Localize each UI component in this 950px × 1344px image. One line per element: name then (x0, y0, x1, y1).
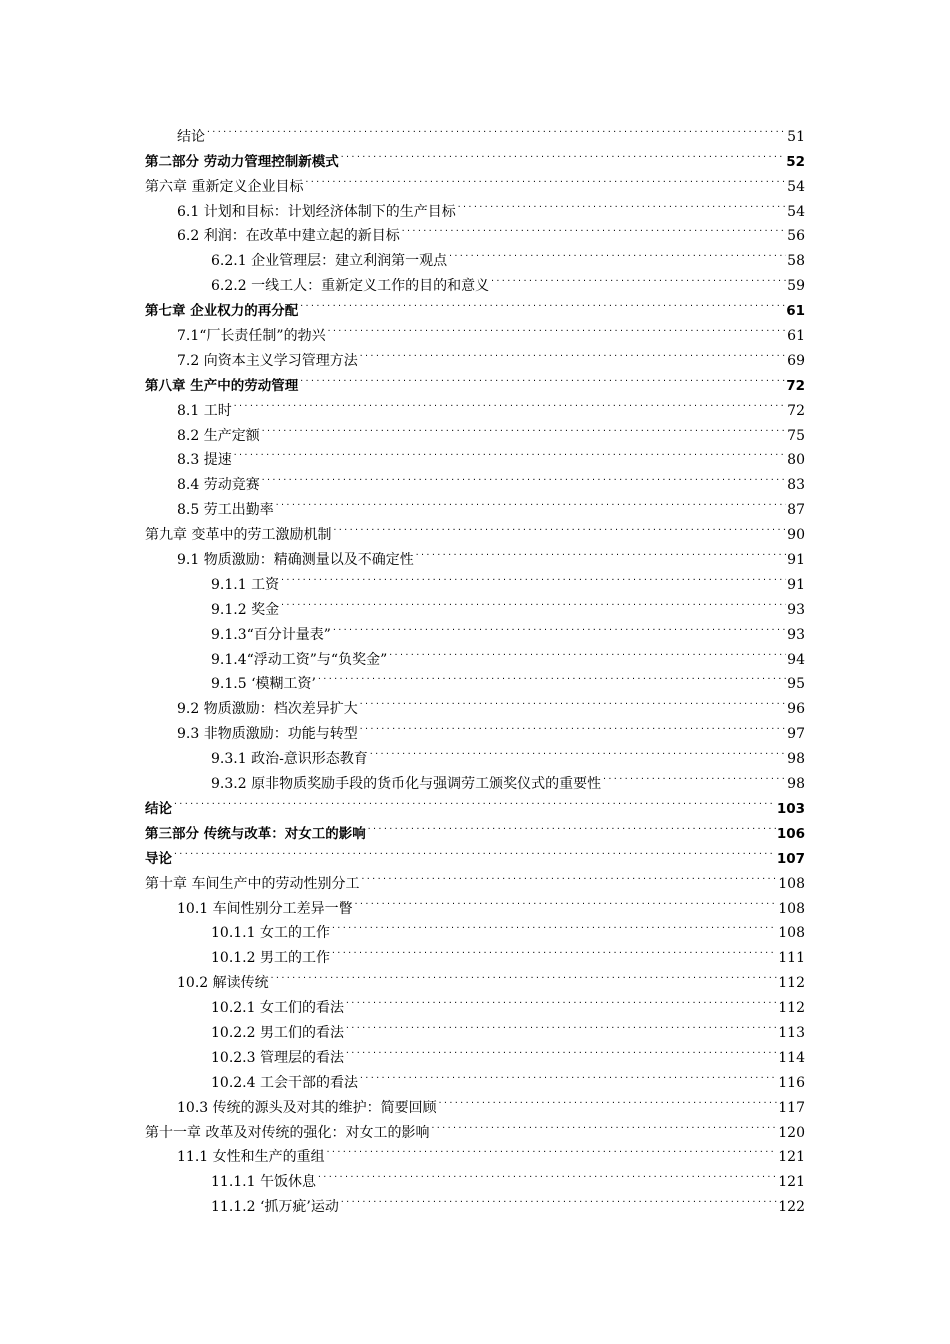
toc-entry-title: 10.2.4 工会干部的看法 (211, 1074, 358, 1091)
toc-entry[interactable] (145, 315, 805, 345)
toc-entry-title: 8.1 工时 (177, 402, 232, 419)
toc-entry[interactable] (145, 1012, 805, 1041)
toc-entry-page-number: 69 (787, 352, 805, 369)
toc-entry-page-number: 96 (787, 701, 805, 718)
toc-entry-title: 9.3.2 原非物质奖励手段的货币化与强调劳工颁奖仪式的重要性 (211, 776, 602, 793)
toc-dot-leader (345, 1037, 777, 1062)
toc-entry-title: 第七章 企业权力的再分配 (145, 303, 299, 320)
toc-entry[interactable] (145, 564, 805, 593)
toc-dot-leader (448, 240, 786, 265)
toc-dot-leader (388, 639, 786, 664)
toc-entry[interactable] (145, 514, 805, 544)
toc-dot-leader (304, 166, 786, 191)
toc-entry-page-number: 61 (786, 303, 805, 320)
toc-dot-leader (317, 1161, 777, 1186)
toc-entry[interactable] (145, 888, 805, 917)
toc-entry-title: 9.1.5 ‘模糊工资’ (211, 676, 316, 693)
toc-entry-page-number: 120 (778, 1124, 805, 1141)
toc-entry-page-number: 98 (787, 751, 805, 768)
toc-entry[interactable] (145, 713, 805, 743)
toc-entry[interactable] (145, 1112, 805, 1141)
toc-dot-leader (326, 1137, 778, 1162)
toc-entry-page-number: 95 (787, 676, 805, 693)
toc-entry-page-number: 106 (776, 825, 805, 842)
toc-entry-title: 8.5 劳工出勤率 (177, 502, 274, 519)
toc-entry-page-number: 54 (787, 203, 805, 220)
toc-dot-leader (602, 763, 786, 788)
toc-entry-page-number: 116 (778, 1074, 805, 1091)
toc-entry-title: 10.2.3 管理层的看法 (211, 1049, 344, 1066)
toc-entry[interactable] (145, 1037, 805, 1066)
toc-dot-leader (415, 539, 786, 564)
toc-entry-title: 6.2.1 企业管理层：建立利润第一观点 (211, 253, 448, 270)
toc-entry[interactable] (145, 116, 805, 145)
toc-entry-page-number: 114 (778, 1049, 805, 1066)
toc-entry-title: 9.1.2 奖金 (211, 601, 280, 618)
toc-entry[interactable] (145, 614, 805, 643)
toc-dot-leader (438, 1087, 778, 1112)
toc-dot-leader (280, 564, 786, 589)
toc-entry-title: 6.1 计划和目标：计划经济体制下的生产目标 (177, 203, 456, 220)
toc-entry[interactable] (145, 987, 805, 1017)
toc-entry-title: 第九章 变革中的劳工激励机制 (145, 527, 332, 544)
toc-entry-title: 9.1.3“百分计量表” (211, 626, 331, 643)
toc-entry-title: 10.2.2 男工们的看法 (211, 1024, 344, 1041)
toc-entry-page-number: 117 (778, 1099, 805, 1116)
toc-entry-page-number: 72 (787, 402, 805, 419)
toc-entry-title: 6.2.2 一线工人：重新定义工作的目的和意义 (211, 278, 490, 295)
toc-entry[interactable] (145, 937, 805, 967)
toc-dot-leader (275, 489, 786, 514)
toc-entry-page-number: 98 (787, 776, 805, 793)
toc-entry-page-number: 108 (778, 900, 805, 917)
toc-entry-title: 7.2 向资本主义学习管理方法 (177, 352, 358, 369)
toc-entry[interactable] (145, 390, 805, 419)
toc-dot-leader (369, 738, 786, 763)
toc-entry-title: 9.1.4“浮动工资”与“负奖金” (211, 651, 388, 668)
toc-entry-page-number: 103 (776, 800, 805, 817)
toc-entry[interactable] (145, 1087, 805, 1116)
toc-entry[interactable] (145, 639, 805, 668)
toc-entry[interactable] (145, 863, 805, 892)
toc-entry-title: 6.2 利润：在改革中建立起的新目标 (177, 228, 400, 245)
toc-dot-leader (233, 390, 786, 415)
toc-entry-page-number: 58 (787, 253, 805, 270)
toc-entry-title: 结论 (145, 800, 172, 817)
toc-entry-page-number: 91 (787, 552, 805, 569)
toc-dot-leader (270, 962, 778, 987)
toc-entry[interactable] (145, 813, 805, 842)
toc-entry[interactable] (145, 763, 805, 793)
toc-entry-page-number: 90 (787, 527, 805, 544)
toc-entry[interactable] (145, 290, 805, 320)
toc-entry-title: 11.1.1 午饭休息 (211, 1174, 316, 1191)
toc-entry[interactable] (145, 688, 805, 718)
toc-entry-page-number: 52 (786, 153, 805, 170)
toc-entry[interactable] (145, 539, 805, 569)
toc-entry-title: 9.3 非物质激励：功能与转型 (177, 726, 358, 743)
toc-entry-title: 10.2.1 女工们的看法 (211, 1000, 344, 1017)
toc-entry-page-number: 94 (787, 651, 805, 668)
toc-entry[interactable] (145, 788, 805, 817)
toc-entry-page-number: 56 (787, 228, 805, 245)
toc-dot-leader (280, 589, 786, 614)
toc-dot-leader (359, 340, 786, 365)
toc-entry-title: 第八章 生产中的劳动管理 (145, 377, 299, 394)
table-of-contents (145, 116, 805, 1216)
toc-dot-leader (490, 265, 786, 290)
toc-entry[interactable] (145, 489, 805, 519)
toc-dot-leader (327, 315, 787, 340)
toc-entry-title: 第三部分 传统与改革：对女工的影响 (145, 825, 366, 842)
toc-dot-leader (332, 514, 786, 539)
toc-entry-title: 10.1.2 男工的工作 (211, 950, 330, 967)
toc-dot-leader (233, 440, 786, 465)
toc-entry[interactable] (145, 340, 805, 369)
toc-entry-page-number: 54 (787, 178, 805, 195)
toc-entry-title: 9.1.1 工资 (211, 576, 280, 593)
toc-dot-leader (345, 987, 777, 1012)
toc-entry-page-number: 121 (778, 1174, 805, 1191)
toc-entry-title: 9.2 物质激励：档次差异扩大 (177, 701, 358, 718)
toc-entry-page-number: 113 (778, 1024, 805, 1041)
toc-entry-title: 11.1.2 ‘抓万疵’运动 (211, 1199, 339, 1216)
toc-dot-leader (359, 688, 786, 713)
toc-dot-leader (331, 937, 777, 962)
toc-entry[interactable] (145, 166, 805, 195)
toc-entry-title: 10.1 车间性别分工差异一瞥 (177, 900, 353, 917)
toc-entry-title: 8.2 生产定额 (177, 427, 260, 444)
toc-entry-page-number: 93 (787, 626, 805, 643)
toc-entry-title: 第十章 车间生产中的劳动性别分工 (145, 875, 360, 892)
toc-entry-title: 9.1 物质激励：精确测量以及不确定性 (177, 552, 414, 569)
toc-dot-leader (359, 713, 786, 738)
toc-entry-page-number: 111 (778, 950, 805, 967)
toc-dot-leader (173, 838, 776, 863)
toc-entry[interactable] (145, 1137, 805, 1166)
toc-dot-leader (332, 614, 786, 639)
toc-dot-leader (345, 1012, 777, 1037)
toc-entry[interactable] (145, 589, 805, 618)
toc-entry[interactable] (145, 838, 805, 867)
toc-dot-leader (261, 464, 786, 489)
toc-entry[interactable] (145, 962, 805, 992)
toc-entry-page-number: 72 (786, 377, 805, 394)
toc-dot-leader (261, 415, 786, 440)
toc-entry-page-number: 108 (778, 925, 805, 942)
toc-dot-leader (401, 216, 786, 241)
toc-dot-leader (354, 888, 778, 913)
toc-entry-page-number: 61 (787, 328, 805, 345)
toc-entry-title: 9.3.1 政治-意识形态教育 (211, 751, 368, 768)
toc-entry-page-number: 59 (787, 278, 805, 295)
toc-entry-page-number: 93 (787, 601, 805, 618)
toc-dot-leader (299, 365, 785, 390)
toc-entry-title: 8.4 劳动竞赛 (177, 477, 260, 494)
toc-entry-title: 7.1“厂长责任制”的勃兴 (177, 328, 326, 345)
toc-entry-page-number: 112 (778, 1000, 805, 1017)
toc-entry-title: 第二部分 劳动力管理控制新模式 (145, 153, 339, 170)
toc-entry[interactable] (145, 365, 805, 394)
toc-dot-leader (367, 813, 776, 838)
toc-dot-leader (173, 788, 776, 813)
toc-entry[interactable] (145, 913, 805, 942)
toc-entry[interactable] (145, 265, 805, 295)
toc-entry-page-number: 91 (787, 576, 805, 593)
toc-dot-leader (331, 913, 777, 938)
toc-entry[interactable] (145, 738, 805, 768)
toc-entry-title: 结论 (177, 128, 205, 145)
toc-dot-leader (360, 863, 777, 888)
toc-entry[interactable] (145, 1161, 805, 1191)
toc-dot-leader (430, 1112, 777, 1137)
toc-entry[interactable] (145, 1062, 805, 1091)
toc-dot-leader (340, 1186, 777, 1211)
toc-entry-page-number: 75 (787, 427, 805, 444)
toc-entry-page-number: 107 (776, 850, 805, 867)
toc-entry[interactable] (145, 440, 805, 469)
toc-dot-leader (206, 116, 786, 141)
toc-entry-page-number: 121 (778, 1149, 805, 1166)
toc-entry[interactable] (145, 216, 805, 245)
toc-entry-title: 10.1.1 女工的工作 (211, 925, 330, 942)
toc-dot-leader (299, 290, 785, 315)
toc-dot-leader (457, 191, 786, 216)
toc-entry-page-number: 80 (787, 452, 805, 469)
toc-entry-page-number: 112 (778, 975, 805, 992)
toc-entry-page-number: 51 (787, 128, 805, 145)
toc-entry[interactable] (145, 664, 805, 693)
toc-entry[interactable] (145, 1186, 805, 1216)
toc-entry[interactable] (145, 141, 805, 170)
toc-dot-leader (359, 1062, 777, 1087)
toc-entry-title: 第十一章 改革及对传统的强化：对女工的影响 (145, 1124, 430, 1141)
toc-entry-title: 导论 (145, 850, 172, 867)
toc-entry-title: 11.1 女性和生产的重组 (177, 1149, 325, 1166)
toc-dot-leader (317, 664, 786, 689)
toc-entry[interactable] (145, 415, 805, 444)
toc-entry[interactable] (145, 240, 805, 270)
toc-entry-page-number: 122 (778, 1199, 805, 1216)
toc-entry[interactable] (145, 191, 805, 220)
toc-entry[interactable] (145, 464, 805, 494)
toc-entry-title: 第六章 重新定义企业目标 (145, 178, 304, 195)
toc-entry-page-number: 83 (787, 477, 805, 494)
toc-entry-page-number: 97 (787, 726, 805, 743)
toc-entry-page-number: 87 (787, 502, 805, 519)
toc-entry-title: 8.3 提速 (177, 452, 232, 469)
toc-entry-title: 10.2 解读传统 (177, 975, 269, 992)
toc-entry-title: 10.3 传统的源头及对其的维护：简要回顾 (177, 1099, 437, 1116)
toc-entry-page-number: 108 (778, 875, 805, 892)
toc-dot-leader (340, 141, 786, 166)
